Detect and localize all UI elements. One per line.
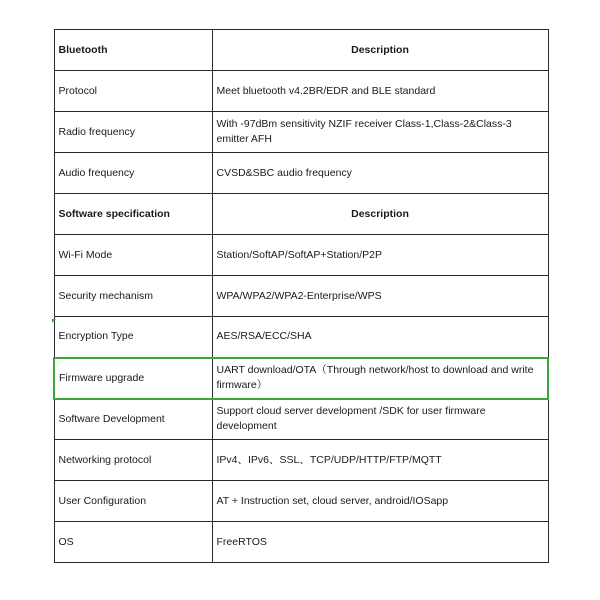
table-row	[54, 399, 548, 440]
header-description: Description	[212, 30, 548, 71]
header-description: Description	[212, 194, 548, 235]
row-label: Wi-Fi Mode	[54, 235, 212, 276]
row-value: AT + Instruction set, cloud server, android/IOSapp	[212, 481, 548, 522]
row-label: OS	[54, 522, 212, 563]
row-label: Software Development	[54, 399, 212, 440]
row-label: Radio frequency	[54, 112, 212, 153]
row-label: Protocol	[54, 71, 212, 112]
table-row	[54, 153, 548, 194]
row-value: WPA/WPA2/WPA2-Enterprise/WPS	[212, 276, 548, 317]
table-row	[54, 440, 548, 481]
row-value: Station/SoftAP/SoftAP+Station/P2P	[212, 235, 548, 276]
software-header-row	[54, 194, 548, 235]
header-label: Bluetooth	[54, 30, 212, 71]
row-value: UART download/OTA（Through network/host to download and write firmware）	[212, 358, 548, 399]
row-value: AES/RSA/ECC/SHA	[212, 317, 548, 358]
table-row	[54, 522, 548, 563]
row-label: Networking protocol	[54, 440, 212, 481]
row-value: With -97dBm sensitivity NZIF receiver Class-1,Class-2&Class-3 emitter AFH	[212, 112, 548, 153]
table-row	[54, 276, 548, 317]
row-label: Security mechanism	[54, 276, 212, 317]
bluetooth-header-row	[54, 30, 548, 71]
table-row	[54, 481, 548, 522]
row-value: IPv4、IPv6、SSL、TCP/UDP/HTTP/FTP/MQTT	[212, 440, 548, 481]
table-row	[54, 71, 548, 112]
row-label: User Configuration	[54, 481, 212, 522]
header-label: Software specification	[54, 194, 212, 235]
table-row	[54, 112, 548, 153]
row-value: Meet bluetooth v4.2BR/EDR and BLE standard	[212, 71, 548, 112]
row-label: Firmware upgrade	[54, 358, 212, 399]
row-value: CVSD&SBC audio frequency	[212, 153, 548, 194]
table-row-highlighted	[54, 358, 548, 399]
row-value: Support cloud server development /SDK for user firmware development	[212, 399, 548, 440]
row-label: Audio frequency	[54, 153, 212, 194]
highlight-marker	[52, 319, 56, 323]
table-row	[54, 235, 548, 276]
spec-table	[53, 29, 549, 563]
row-value: FreeRTOS	[212, 522, 548, 563]
table-row	[54, 317, 548, 358]
row-label: Encryption Type	[54, 317, 212, 358]
